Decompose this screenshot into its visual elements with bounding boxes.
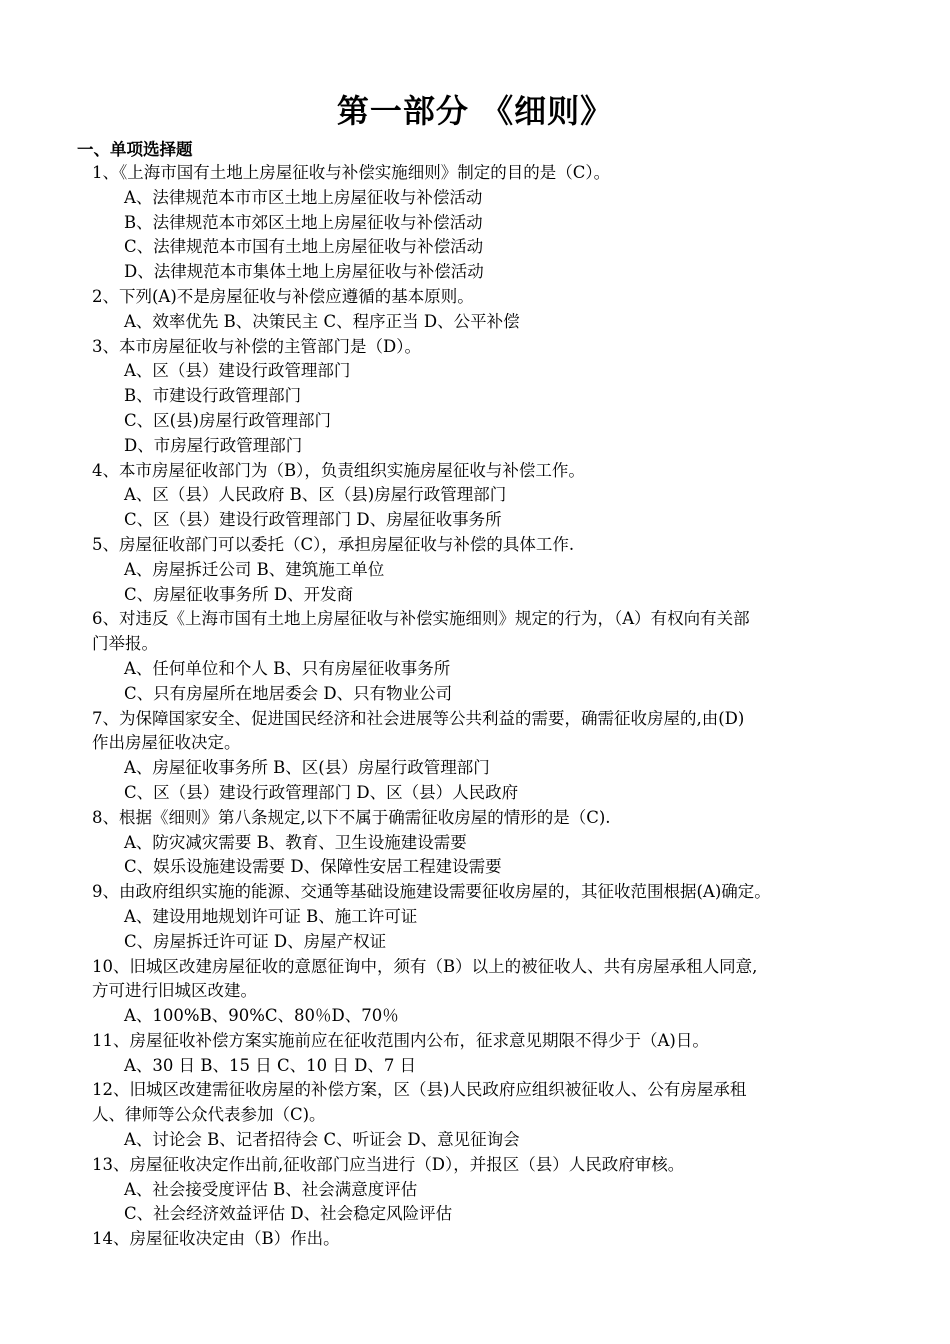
answer-option-line: C、只有房屋所在地居委会 D、只有物业公司 — [124, 683, 453, 703]
answer-option-line: B、法律规范本市郊区土地上房屋征收与补偿活动 — [124, 212, 483, 232]
answer-option-line: A、房屋拆迁公司 B、建筑施工单位 — [124, 559, 385, 579]
question-line: 人、律师等公众代表参加（C)。 — [92, 1105, 326, 1125]
answer-option-line: A、社会接受度评估 B、社会满意度评估 — [124, 1179, 418, 1199]
answer-option-line: B、市建设行政管理部门 — [124, 386, 302, 406]
section-heading: 一、单项选择题 — [77, 140, 193, 159]
answer-option-line: C、区（县）建设行政管理部门 D、区（县）人民政府 — [124, 782, 519, 802]
answer-option-line: A、效率优先 B、决策民主 C、程序正当 D、公平补偿 — [124, 311, 520, 331]
question-line: 4、本市房屋征收部门为（B），负责组织实施房屋征收与补偿工作。 — [92, 460, 585, 480]
answer-option-line: D、市房屋行政管理部门 — [124, 435, 303, 455]
question-line: 14、房屋征收决定由（B）作出。 — [92, 1229, 340, 1249]
answer-option-line: A、区（县）建设行政管理部门 — [124, 361, 351, 381]
question-line: 方可进行旧城区改建。 — [92, 981, 257, 1001]
question-line: 10、旧城区改建房屋征收的意愿征询中，须有（B）以上的被征收人、共有房屋承租人同意, — [92, 956, 758, 976]
question-line: 9、由政府组织实施的能源、交通等基础设施建设需要征收房屋的，其征收范围根据(A)确定。 — [92, 882, 771, 902]
answer-option-line: C、娱乐设施建设需要 D、保障性安居工程建设需要 — [124, 857, 502, 877]
answer-option-line: A、100%B、90%C、80％D、70％ — [124, 1006, 399, 1026]
question-line: 12、旧城区改建需征收房屋的补偿方案，区（县)人民政府应组织被征收人、公有房屋承租 — [92, 1080, 747, 1100]
question-line: 门举报。 — [92, 634, 158, 654]
question-line: 5、房屋征收部门可以委托（C），承担房屋征收与补偿的具体工作. — [92, 534, 575, 554]
answer-option-line: A、防灾减灾需要 B、教育、卫生设施建设需要 — [124, 832, 467, 852]
answer-option-line: A、讨论会 B、记者招待会 C、听证会 D、意见征询会 — [124, 1130, 520, 1150]
answer-option-line: A、房屋征收事务所 B、区(县）房屋行政管理部门 — [124, 758, 490, 778]
question-line: 11、房屋征收补偿方案实施前应在征收范围内公布，征求意见期限不得少于（A)日。 — [92, 1030, 709, 1050]
answer-option-line: A、法律规范本市市区土地上房屋征收与补偿活动 — [124, 187, 483, 207]
answer-option-line: A、区（县）人民政府 B、区（县)房屋行政管理部门 — [124, 485, 507, 505]
answer-option-line: C、社会经济效益评估 D、社会稳定风险评估 — [124, 1204, 453, 1224]
question-line: 13、房屋征收决定作出前,征收部门应当进行（D），并报区（县）人民政府审核。 — [92, 1154, 685, 1174]
question-line: 8、根据《细则》第八条规定,以下不属于确需征收房屋的情形的是（C). — [92, 807, 611, 827]
question-line: 7、为保障国家安全、促进国民经济和社会进展等公共利益的需要，确需征收房屋的,由(D) — [92, 708, 745, 728]
answer-option-line: C、法律规范本市国有土地上房屋征收与补偿活动 — [124, 237, 484, 257]
answer-option-line: C、区(县)房屋行政管理部门 — [124, 410, 331, 430]
question-line: 3、本市房屋征收与补偿的主管部门是（D）。 — [92, 336, 421, 356]
page-title: 第一部分 《细则》 — [336, 92, 614, 130]
answer-option-line: C、房屋拆迁许可证 D、房屋产权证 — [124, 931, 387, 951]
answer-option-line: A、任何单位和个人 B、只有房屋征收事务所 — [124, 658, 451, 678]
question-line: 6、对违反《上海市国有土地上房屋征收与补偿实施细则》规定的行为，（A）有权向有关部 — [92, 609, 750, 629]
answer-option-line: C、区（县）建设行政管理部门 D、房屋征收事务所 — [124, 510, 502, 530]
question-line: 1、《上海市国有土地上房屋征收与补偿实施细则》制定的目的是（C）。 — [92, 163, 611, 182]
answer-option-line: D、法律规范本市集体土地上房屋征收与补偿活动 — [124, 262, 484, 282]
question-line: 作出房屋征收决定。 — [92, 733, 241, 753]
question-line: 2、下列(A)不是房屋征收与补偿应遵循的基本原则。 — [92, 286, 474, 306]
answer-option-line: C、房屋征收事务所 D、开发商 — [124, 584, 354, 604]
answer-option-line: A、建设用地规划许可证 B、施工许可证 — [124, 906, 418, 926]
answer-option-line: A、30 日 B、15 日 C、10 日 D、7 日 — [124, 1055, 417, 1075]
document-body — [0, 161, 950, 1252]
